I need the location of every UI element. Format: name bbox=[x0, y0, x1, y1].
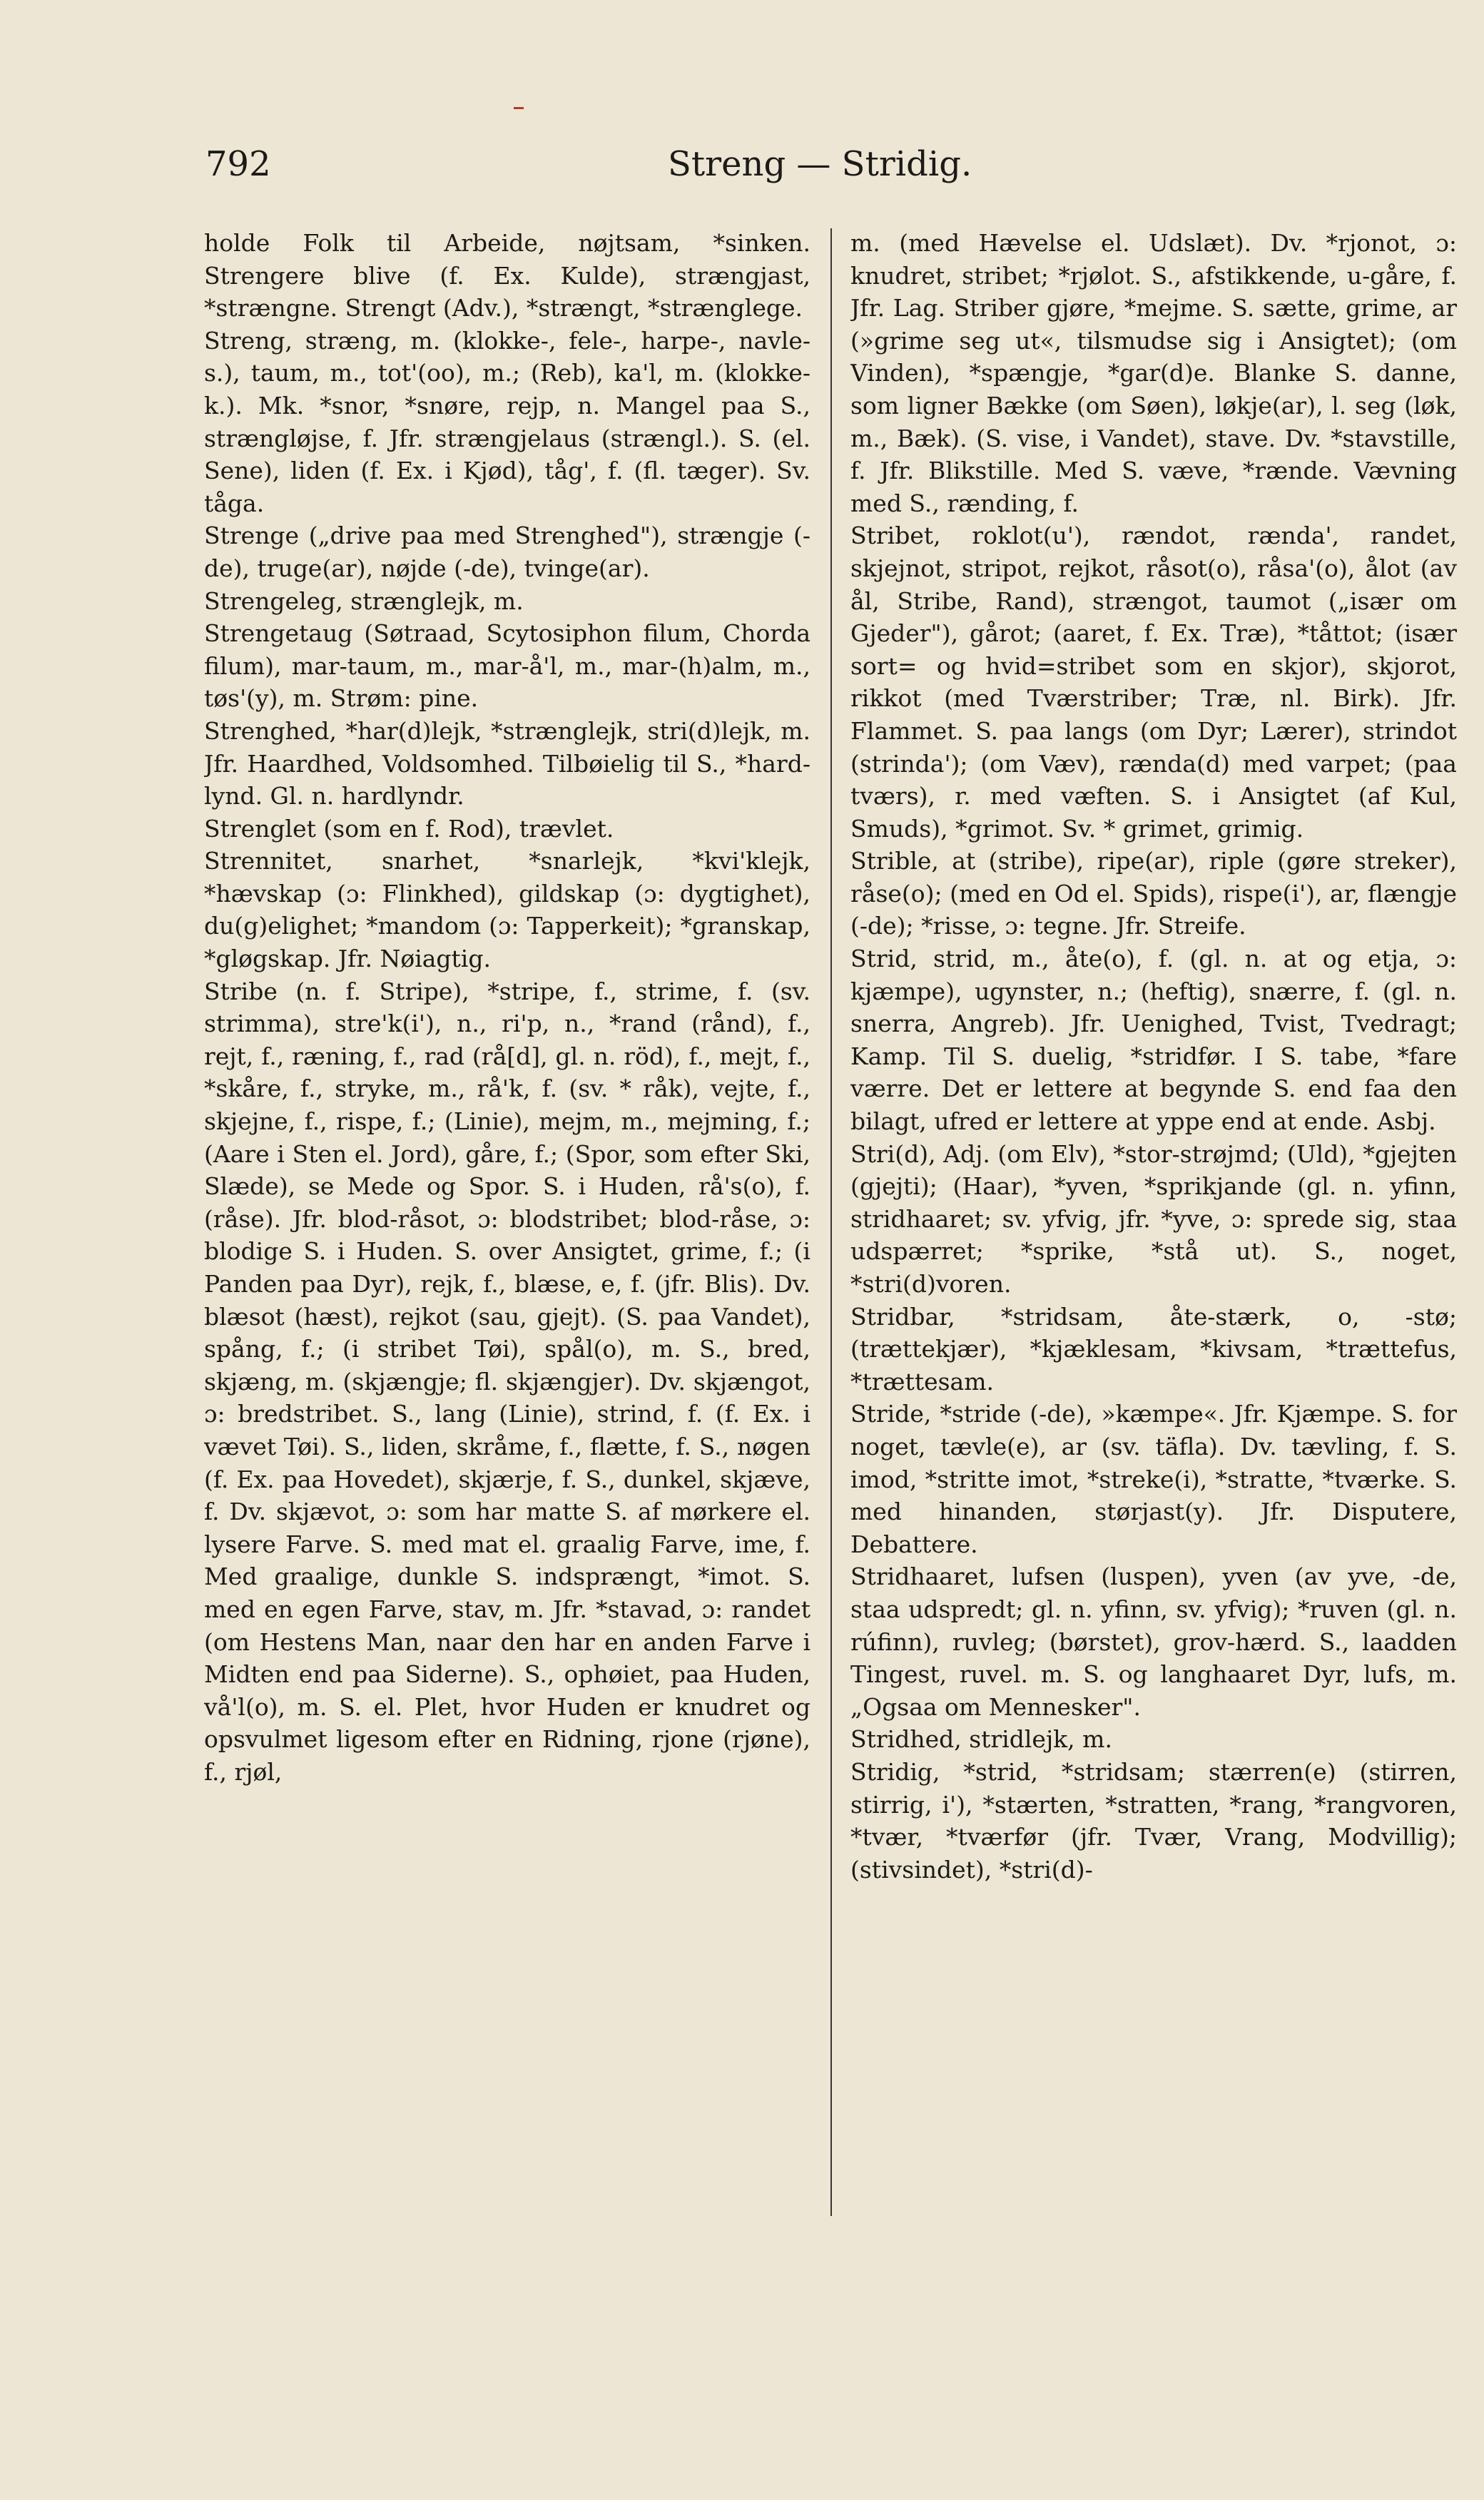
entry-strible: Strible, at (stribe), ripe(ar), riple (gøre streker), råse(o); (med en Od el. Spids), rispe(i'), ar, flængje (-de); *risse, ɔ: tegne. Jfr. Streife. bbox=[850, 847, 1457, 940]
entry-strennitet: Strennitet, snarhet, *snarlejk, *kvi'klejk, *hævskap (ɔ: Flinkhed), gildskap (ɔ: dygtighet), du(g)elighet; *mandom (ɔ: Tapperkeit); *granskap, *gløgskap. Jfr. Nøiagtig. bbox=[204, 847, 810, 973]
entry-streng: Streng, stræng, m. (klokke-, fele-, harpe-, navle-s.), taum, m., tot'(oo), m.; (Reb), ka'l, m. (klokke-k.). Mk. *snor, *snøre, rejp, n. Mangel paa S., strængløjse, f. Jfr. strængjelaus (strængl.). S. (el. Sene), liden (f. Ex. i Kjød), tåg', f. (fl. tæger). Sv. tåga. bbox=[204, 326, 810, 517]
entry-strenglet: Strenglet (som en f. Rod), trævlet. bbox=[204, 814, 614, 843]
entry-strenge: Strenge („drive paa med Strenghed"), strængje (-de), truge(ar), nøjde (-de), tvinge(ar). bbox=[204, 522, 810, 582]
entry-strengetaug: Strengetaug (Søtraad, Scytosiphon filum, Chorda filum), mar-taum, m., mar-å'l, m., mar-(h)alm, m., tøs'(y), m. Strøm: pine. bbox=[204, 619, 810, 713]
page-number: 792 bbox=[205, 144, 271, 184]
entry-strid: Strid, strid, m., åte(o), f. (gl. n. at og etja, ɔ: kjæmpe), ugynster, n.; (heftig), snærre, f. (gl. n. snerra, Angreb). Jfr. Uenighed, Tvist, Tvedragt; Kamp. Til S. duelig, *stridfør. I S. tabe, *fare værre. Det er lettere at begynde S. end faa den bilagt, ufred er lettere at yppe end at ende. Asbj. bbox=[850, 945, 1457, 1136]
entry-stridhed: Stridhed, stridlejk, m. bbox=[850, 1725, 1112, 1754]
entry-strengeleg: Strengeleg, strænglejk, m. bbox=[204, 586, 524, 615]
entry-stribet: Stribet, roklot(u'), rændot, rænda', randet, skjejnot, stripot, rejkot, råsot(o), råsa'(o), ålot (av ål, Stribe, Rand), strængot, taumot („især om Gjeder"), gårot; (aaret, f. Ex. Træ), *tåttot; (især sort= og hvid=stribet som en skjor), skjorot, rikkot (med Tværstriber; Træ, nl. Birk). Jfr. Flammet. S. paa langs (om Dyr; Lærer), strindot (strinda'); (om Væv), rænda(d) med varpet; (paa tværs), r. med væften. S. i Ansigtet (af Kul, Smuds), *grimot. Sv. * grimet, grimig. bbox=[850, 522, 1457, 843]
entry-stridig: Stridig, *strid, *stridsam; stærren(e) (stirren, stirrig, i'), *stærten, *stratten, *rang, *rangvoren, *tvær, *tværfør (jfr. Tvær, Vrang, Modvillig); (stivsindet), *stri(d)- bbox=[850, 1757, 1457, 1884]
entry-stridbar: Stridbar, *stridsam, åte-stærk, o, -stø; (trættekjær), *kjæklesam, *kivsam, *trættefus, *trættesam. bbox=[850, 1302, 1457, 1396]
entry-stribe: Stribe (n. f. Stripe), *stripe, f., strime, f. (sv. strimma), stre'k(i'), n., ri'p, n., *rand (rånd), f., rejt, f., ræning, f., rad (rå[d], gl. n. röd), f., mejt, f., *skåre, f., stryke, m., rå'k, f. (sv. * råk), vejte, f., skjejne, f., rispe, f.; (Linie), mejm, m., mejming, f.; (Aare i Sten el. Jord), gåre, f.; (Spor, som efter Ski, Slæde), se Mede og Spor. S. i Huden, rå's(o), f. (råse). Jfr. blod-råsot, ɔ: blodstribet; blod-råse, ɔ: blodige S. i Huden. S. over Ansigtet, grime, f.; (i Panden paa Dyr), rejk, f., blæse, e, f. (jfr. Blis). Dv. blæsot (hæst), rejkot (sau, gjejt). (S. paa Vandet), spång, f.; (i stribet Tøi), spål(o), m. S., bred, skjæng, m. (skjængje; fl. skjængjer). Dv. skjængot, ɔ: bredstribet. S., lang (Linie), strind, f. (f. Ex. i vævet Tøi). S., liden, skråme, f., flætte, f. S., nøgen (f. Ex. paa Hovedet), skjærje, f. S., dunkel, skjæve, f. Dv. skjævot, ɔ: som har matte S. af mørkere el. lysere Farve. S. med mat el. graalig Farve, ime, f. Med graalige, dunkle S. indsprængt, *imot. S. med en egen Farve, stav, m. Jfr. *stavad, ɔ: randet (om Hestens Man, naar den har en anden Farve i Midten end paa Siderne). S., ophøiet, paa Huden, vå'l(o), m. S. el. Plet, hvor Huden er knudret og opsvulmet ligesom efter en Ridning, rjone (rjøne), f., rjøl, bbox=[204, 977, 810, 1786]
entry-stribe-cont: m. (med Hævelse el. Udslæt). Dv. *rjonot, ɔ: knudret, stribet; *rjølot. S., afstikkende, u-gåre, f. Jfr. Lag. Striber gjøre, *mejme. S. sætte, grime, ar (»grime seg ut«, tilsmudse sig i Ansigtet); (om Vinden), *spængje, *gar(d)e. Blanke S. danne, som ligner Bække (om Søen), løkje(ar), l. seg (løk, m., Bæk). (S. vise, i Vandet), stave. Dv. *stavstille, f. Jfr. Blikstille. Med S. væve, *rænde. Vævning med S., rænding, f. bbox=[850, 229, 1457, 517]
right-column bbox=[850, 227, 1457, 2217]
entry-strid-adj: Stri(d), Adj. (om Elv), *stor-strøjmd; (Uld), *gjejten (gjejti); (Haar), *yven, *sprikjande (gl. n. yfinn, stridhaaret; sv. yfvig, jfr. *yve, ɔ: sprede sig, staa udspærret; *sprike, *stå ut). S., noget, *stri(d)voren. bbox=[850, 1139, 1457, 1298]
running-head: Streng — Stridig. bbox=[668, 144, 972, 184]
entry-stride: Stride, *stride (-de), »kæmpe«. Jfr. Kjæmpe. S. for noget, tævle(e), ar (sv. täfla). Dv. tævling, f. S. imod, *stritte imot, *streke(i), *stratte, *tværke. S. med hinanden, størjast(y). Jfr. Disputere, Debattere. bbox=[850, 1400, 1457, 1558]
entry-strenghed: Strenghed, *har(d)lejk, *strænglejk, stri(d)lejk, m. Jfr. Haardhed, Voldsomhed. Tilbøielig til S., *hard-lynd. Gl. n. hardlyndr. bbox=[204, 716, 810, 811]
red-tick-mark bbox=[514, 107, 524, 109]
column-divider bbox=[830, 228, 832, 2216]
left-column bbox=[204, 227, 810, 2217]
entry-stridhaaret: Stridhaaret, lufsen (luspen), yven (av yve, -de, staa udspredt; gl. n. yfinn, sv. yfvig); *ruven (gl. n. rúfinn), ruvleg; (børstet), grov-hærd. S., laadden Tingest, ruvel. m. S. og langhaaret Dyr, lufs, m. „Ogsaa om Mennesker". bbox=[850, 1562, 1457, 1721]
entry-holde-folk: holde Folk til Arbeide, nøjtsam, *sinken. Strengere blive (f. Ex. Kulde), strængjast, *strængne. Strengt (Adv.), *strængt, *strænglege. bbox=[204, 229, 810, 322]
